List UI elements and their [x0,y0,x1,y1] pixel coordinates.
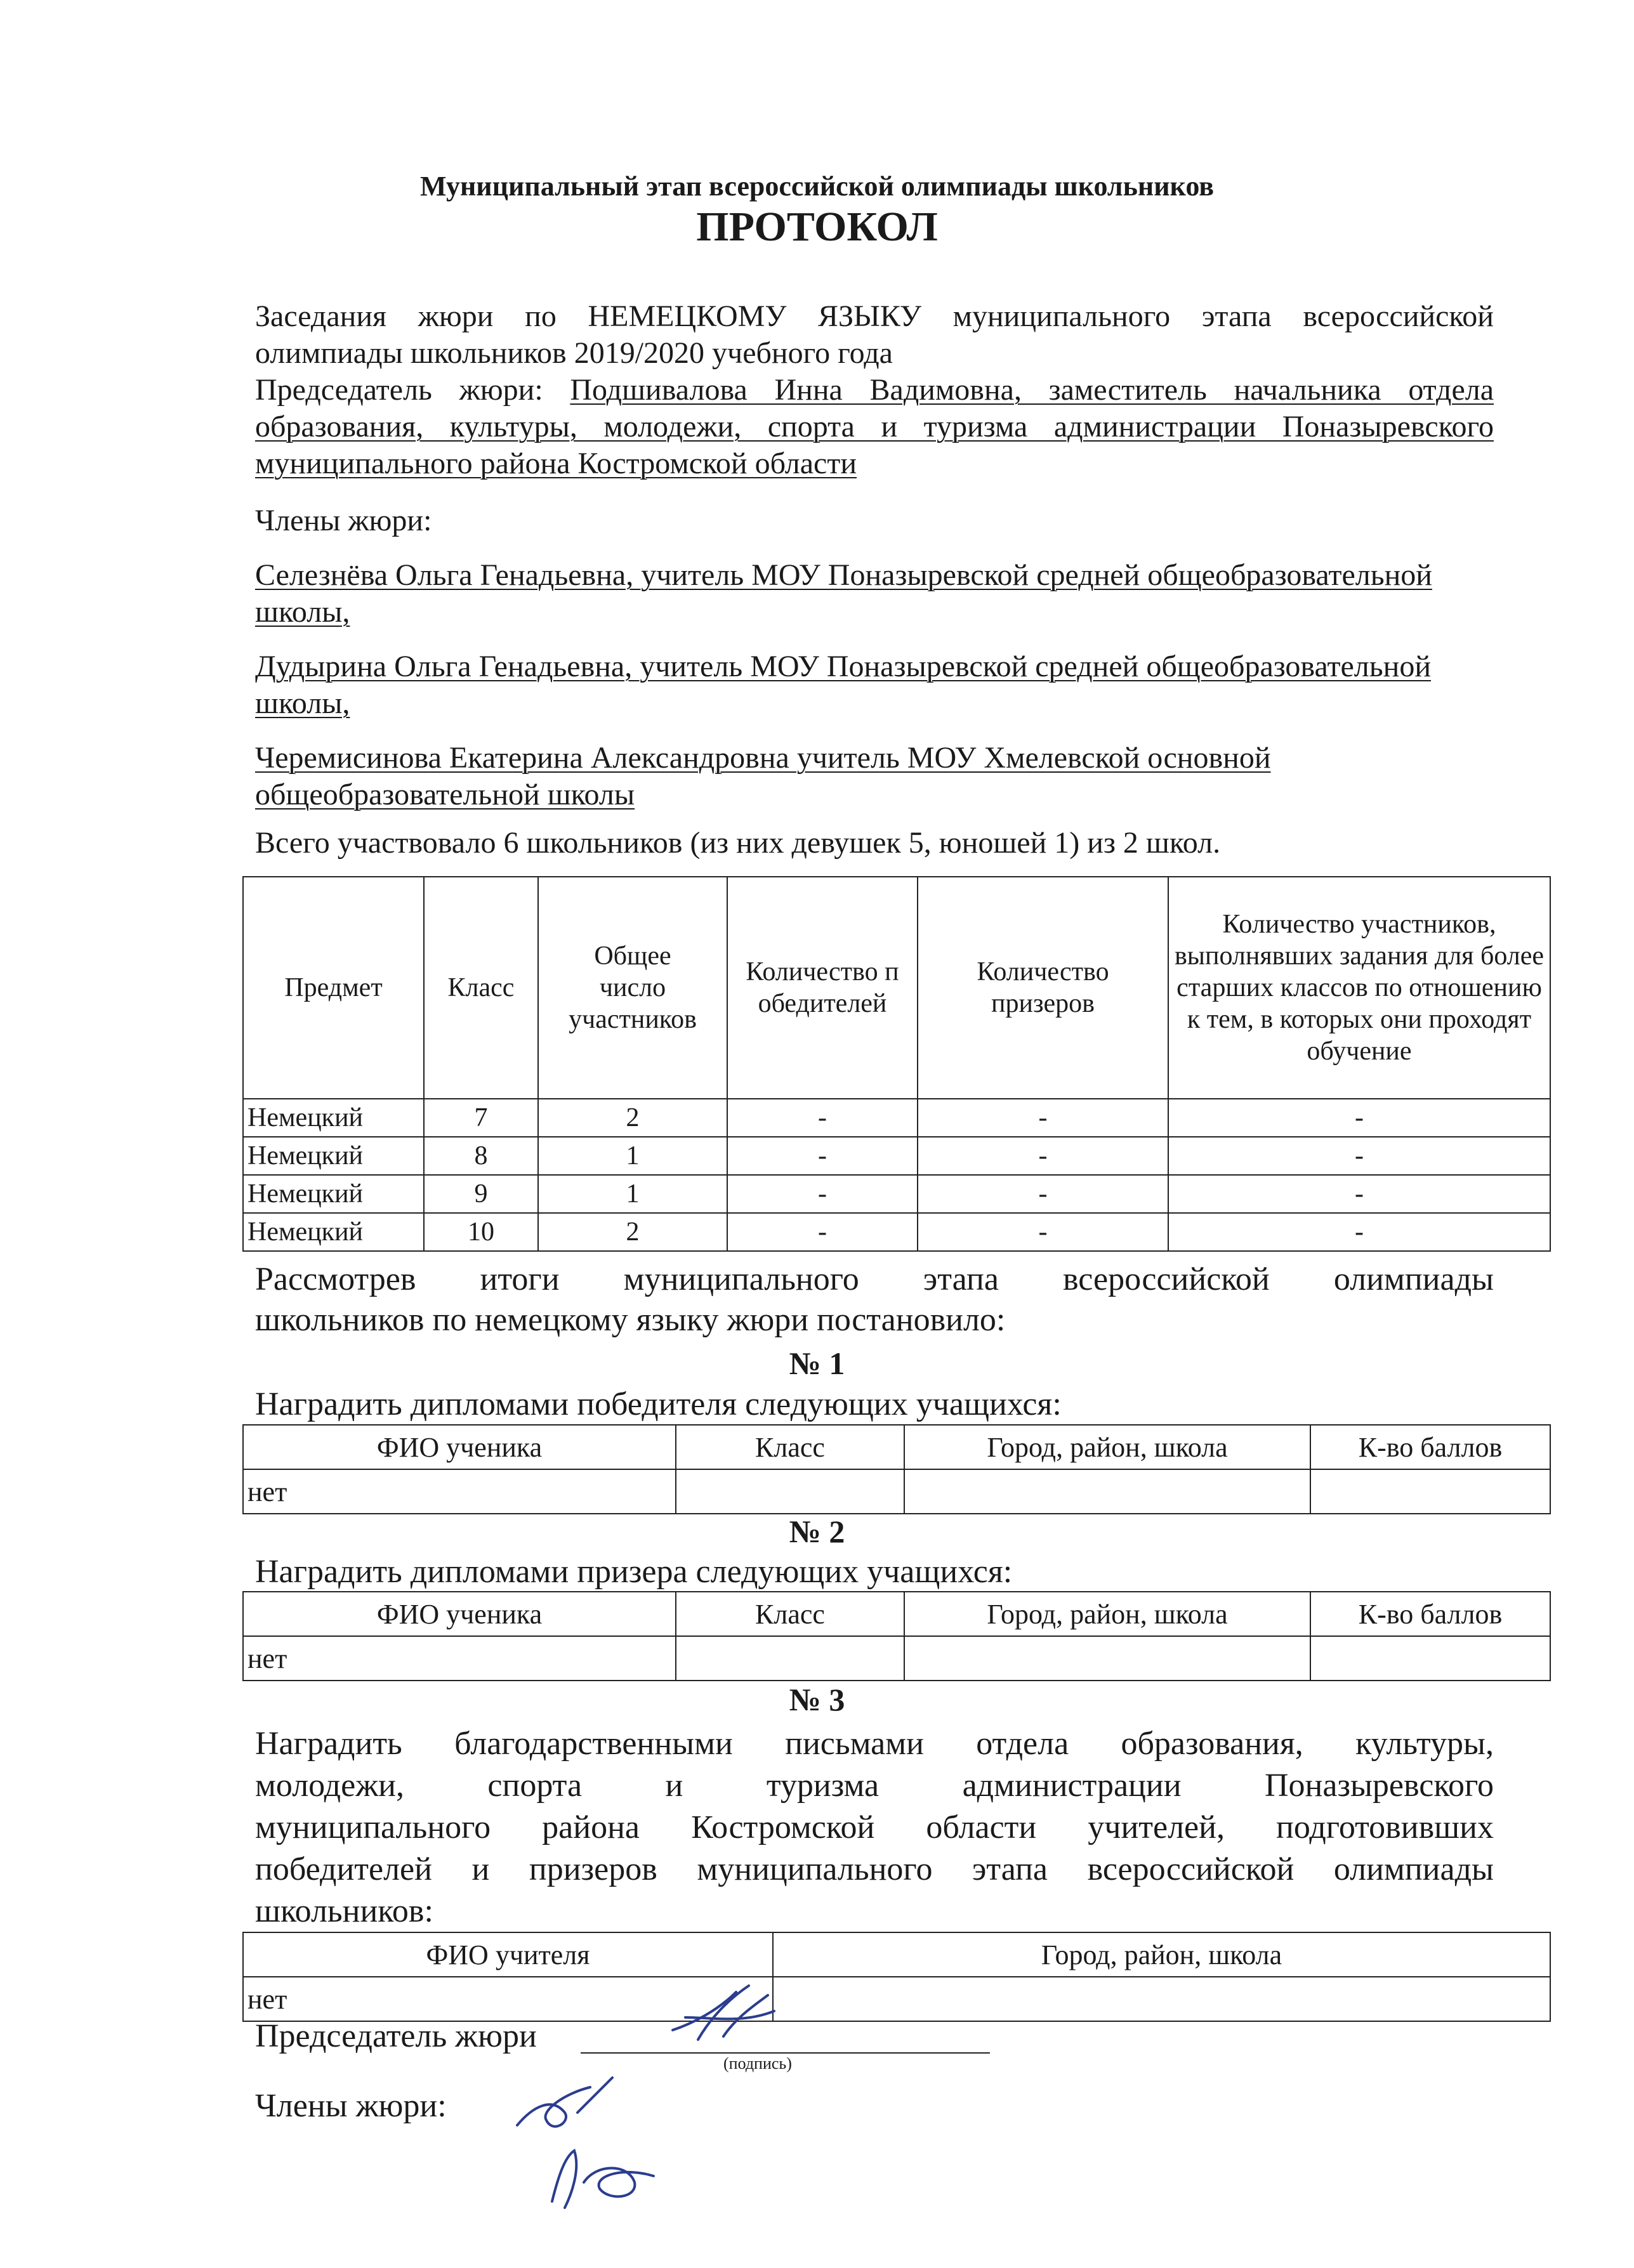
col-school: Город, район, школа [904,1592,1310,1636]
subtitle: Муниципальный этап всероссийской олимпиады школьников [420,171,1214,202]
col-student-name: ФИО ученика [243,1592,676,1636]
member-2 [255,648,1499,722]
member-3-line-2: общеобразовательной школы [255,778,635,811]
members-sign-label: Члены жюри: [255,2088,447,2124]
col-teacher-name: ФИО учителя [243,1932,773,1977]
section-2-text: Наградить дипломами призера следующих учащихся: [255,1554,1013,1590]
table-row [243,1469,1550,1514]
cell-senior: - [1168,1099,1550,1137]
cell-prizewinners: - [918,1175,1168,1213]
section-3-line-1: Наградить благодарственными письмами отдела образования, культуры, [255,1726,1494,1762]
cell-school [904,1469,1310,1514]
col-school: Город, район, школа [904,1425,1310,1469]
prizewinners-table [242,1591,1551,1681]
col-total: Общее число участников [538,877,727,1099]
cell-score [1310,1636,1550,1681]
summary-table [242,876,1551,1252]
cell-school [773,1977,1550,2021]
table-row [243,1175,1550,1213]
table-row [243,1213,1550,1251]
section-3-line-2: молодежи, спорта и туризма администрации Поназыревского [255,1767,1494,1804]
member-1-line-1: Селезнёва Ольга Генадьевна, учитель МОУ Поназыревской средней общеобразовательной [255,558,1432,592]
cell-student-name: нет [243,1469,676,1514]
col-student-name: ФИО ученика [243,1425,676,1469]
cell-winners: - [727,1213,918,1251]
teachers-header-row [243,1932,1550,1977]
decision-line-1: Рассмотрев итоги муниципального этапа всероссийской олимпиады [255,1261,1494,1297]
cell-grade: 7 [424,1099,538,1137]
members-label: Члены жюри: [255,504,432,537]
intro-block [255,298,1494,482]
winners-header-row [243,1425,1550,1469]
decision-line-2: школьников по немецкому языку жюри постановило: [255,1302,1006,1338]
cell-grade: 10 [424,1213,538,1251]
member-signature-2 [539,2138,666,2220]
member-2-line-1: Дудырина Ольга Генадьевна, учитель МОУ Поназыревской средней общеобразовательной [255,650,1432,683]
col-school: Город, район, школа [773,1932,1550,1977]
decision-block [255,1259,1494,1340]
cell-subject: Немецкий [243,1099,424,1137]
intro-line-1: Заседания жюри по НЕМЕЦКОМУ ЯЗЫКУ муниципального этапа всероссийской [255,299,1494,333]
prizewinners-header-row [243,1592,1550,1636]
cell-grade: 9 [424,1175,538,1213]
section-3-line-4: победителей и призеров муниципального этапа всероссийской олимпиады [255,1851,1494,1887]
member-1 [255,557,1499,631]
col-winners: Количество победителей [727,877,918,1099]
chair-line-1 [255,372,1494,409]
cell-total: 1 [538,1175,727,1213]
cell-score [1310,1469,1550,1514]
cell-school [904,1636,1310,1681]
section-3-number: № 3 [789,1682,845,1717]
cell-grade: 8 [424,1137,538,1175]
section-3-line-3: муниципального района Костромской области учителей, подготовивших [255,1809,1494,1845]
section-1-text: Наградить дипломами победителя следующих учащихся: [255,1386,1062,1422]
cell-winners: - [727,1137,918,1175]
cell-winners: - [727,1175,918,1213]
chair-name: Подшивалова Инна Вадимовна, заместитель начальника отдела [570,373,1494,407]
chair-label: Председатель жюри: [255,373,543,407]
section-3-block [255,1723,1494,1932]
cell-subject: Немецкий [243,1175,424,1213]
table-row [243,1977,1550,2021]
cell-subject: Немецкий [243,1213,424,1251]
section-3-line-5: школьников: [255,1893,433,1929]
cell-grade [676,1636,904,1681]
cell-student-name: нет [243,1636,676,1681]
cell-prizewinners: - [918,1137,1168,1175]
col-score: К-во баллов [1310,1592,1550,1636]
intro-line-2: олимпиады школьников 2019/2020 учебного года [255,336,893,370]
teachers-table [242,1932,1551,2022]
col-score: К-во баллов [1310,1425,1550,1469]
member-3 [255,740,1499,813]
cell-prizewinners: - [918,1213,1168,1251]
chair-sign-label: Председатель жюри [255,2018,537,2054]
section-2-number: № 2 [789,1514,845,1549]
cell-total: 2 [538,1099,727,1137]
cell-winners: - [727,1099,918,1137]
participants-summary: Всего участвовало 6 школьников (из них девушек 5, юношей 1) из 2 школ. [255,826,1221,860]
col-prizewinners: Количество призеров [918,877,1168,1099]
cell-total: 1 [538,1137,727,1175]
page-title: ПРОТОКОЛ [696,204,938,250]
cell-senior: - [1168,1137,1550,1175]
table-row [243,1636,1550,1681]
cell-grade [676,1469,904,1514]
winners-table [242,1424,1551,1514]
table-row [243,1099,1550,1137]
chair-line-2: образования, культуры, молодежи, спорта и туризма администрации Поназыревского [255,410,1494,443]
chair-signature [660,1979,787,2055]
col-senior: Количество участников, выполнявших задания для более старших классов по отношению к тем, в которых они проходят обучение [1168,877,1550,1099]
cell-senior: - [1168,1213,1550,1251]
col-grade: Класс [424,877,538,1099]
cell-prizewinners: - [918,1099,1168,1137]
cell-teacher-name: нет [243,1977,773,2021]
signature-caption: (подпись) [723,2054,792,2073]
cell-total: 2 [538,1213,727,1251]
member-3-line-1: Черемисинова Екатерина Александровна учитель МОУ Хмелевской основной [255,741,1271,775]
chair-line-3: муниципального района Костромской области [255,447,857,480]
col-subject: Предмет [243,877,424,1099]
col-grade: Класс [676,1592,904,1636]
member-2-line-2: школы, [255,686,350,720]
summary-header-row [243,877,1550,1099]
cell-senior: - [1168,1175,1550,1213]
member-1-line-2: школы, [255,595,350,629]
member-signature-1 [508,2075,622,2144]
table-row [243,1137,1550,1175]
col-grade: Класс [676,1425,904,1469]
cell-subject: Немецкий [243,1137,424,1175]
section-1-number: № 1 [789,1346,845,1381]
